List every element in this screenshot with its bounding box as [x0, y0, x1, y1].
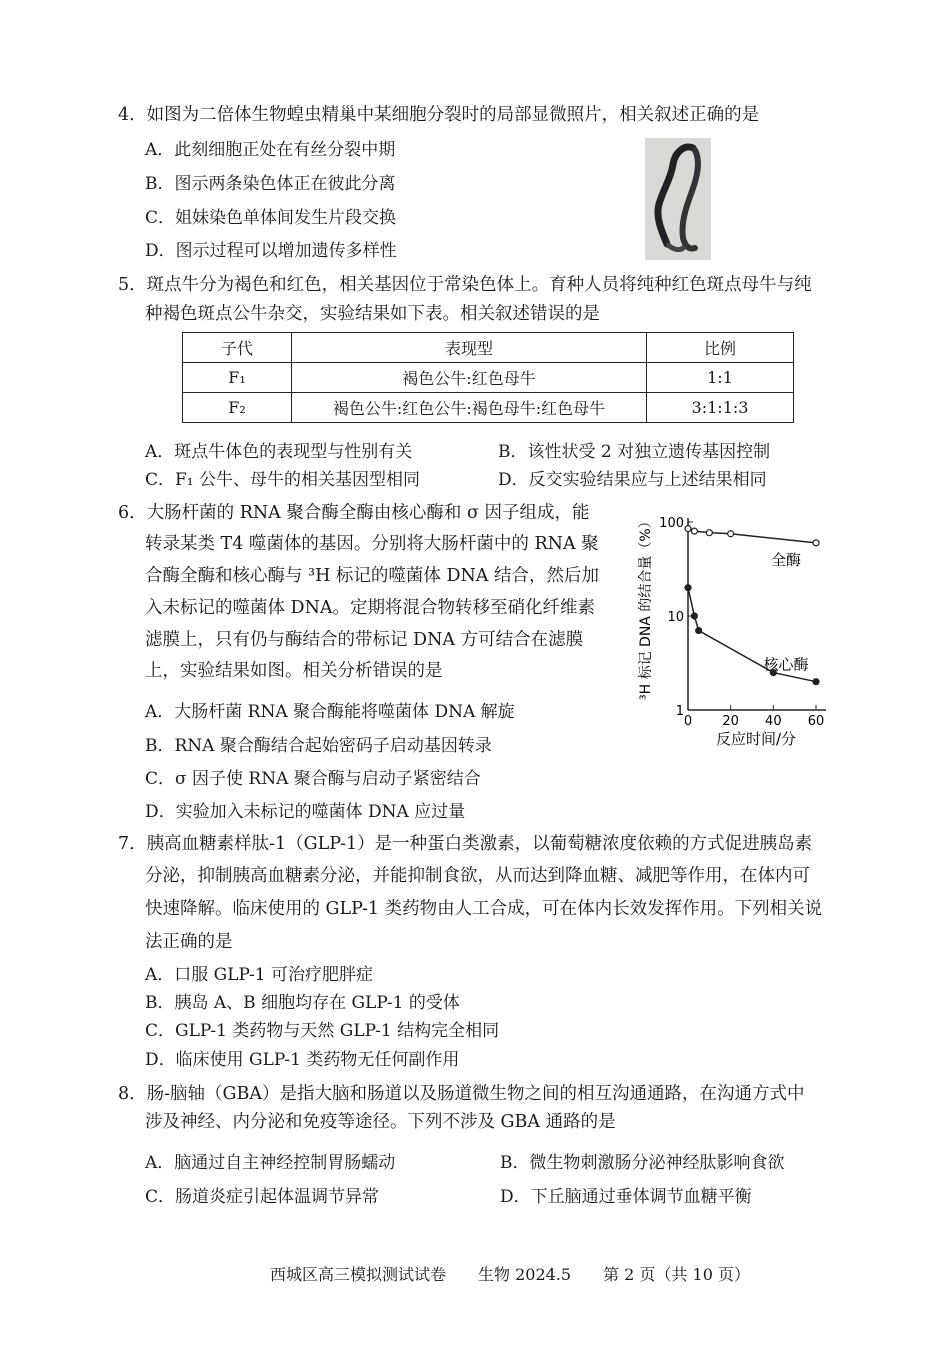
q7-line1: 7．胰高血糖素样肽-1（GLP-1）是一种蛋白类激素，以葡萄糖浓度依赖的方式促进胰岛素: [118, 834, 813, 854]
q6-option-a: A．大肠杆菌 RNA 聚合酶能将噬菌体 DNA 解旋: [145, 702, 515, 722]
x-tick-label: 0: [683, 714, 693, 729]
data-point: [706, 530, 712, 536]
genetics-table: [182, 332, 794, 423]
x-tick-label: 20: [722, 714, 739, 729]
q4-option-b: B．图示两条染色体正在彼此分离: [145, 174, 396, 194]
page-footer: 西城区高三模拟测试试卷 生物 2024.5 第 2 页（共 10 页）: [270, 1265, 750, 1284]
q7-line2: 分泌，抑制胰高血糖素分泌，并能抑制食欲，从而达到降血糖、减肥等作用，在体内可: [145, 866, 810, 886]
q7-option-c: C．GLP-1 类药物与天然 GLP-1 结构完全相同: [145, 1021, 500, 1041]
y-tick-label: 10: [667, 610, 684, 625]
chromosome-micrograph-icon: [645, 138, 711, 260]
q8-option-c: C．肠道炎症引起体温调节异常: [145, 1187, 380, 1207]
q5-stem-line2: 种褐色斑点公牛杂交，实验结果如下表。相关叙述错误的是: [145, 304, 600, 324]
data-point: [691, 613, 697, 619]
q6-line1: 6．大肠杆菌的 RNA 聚合酶全酶由核心酶和 σ 因子组成，能: [118, 503, 590, 523]
q4-stem: 4．如图为二倍体生物蝗虫精巢中某细胞分裂时的局部显微照片，相关叙述正确的是: [118, 105, 760, 125]
series-label: 全酶: [770, 550, 802, 569]
q7-option-b: B．胰岛 A、B 细胞均存在 GLP-1 的受体: [145, 993, 460, 1013]
table-row: [183, 393, 794, 423]
q8-option-a: A．脑通过自主神经控制胃肠蠕动: [145, 1153, 396, 1173]
q4-option-c: C．姐妹染色单体间发生片段交换: [145, 208, 397, 228]
table-cell: 1:1: [647, 363, 794, 393]
table-header: 子代: [183, 333, 292, 363]
table-cell: 褐色公牛:红色母牛: [292, 363, 647, 393]
q8-option-b: B．微生物刺激肠分泌神经肽影响食欲: [500, 1153, 785, 1173]
table-cell: F₁: [183, 363, 292, 393]
table-row: [183, 363, 794, 393]
q6-line5: 滤膜上，只有仍与酶结合的带标记 DNA 方可结合在滤膜: [145, 630, 584, 650]
q4-option-d: D．图示过程可以增加遗传多样性: [145, 241, 397, 261]
table-cell: F₂: [183, 393, 292, 423]
data-point: [728, 531, 734, 537]
x-tick-label: 40: [765, 714, 782, 729]
q6-line3: 合酶全酶和核心酶与 ³H 标记的噬菌体 DNA 结合，然后加: [145, 566, 600, 586]
series-label: 核心酶: [763, 655, 809, 674]
table-cell: 褐色公牛:红色公牛:褐色母牛:红色母牛: [292, 393, 647, 423]
q8-line1: 8．肠-脑轴（GBA）是指大脑和肠道以及肠道微生物之间的相互沟通通路，在沟通方式中: [118, 1084, 805, 1104]
q6-option-d: D．实验加入未标记的噬菌体 DNA 应过量: [145, 802, 466, 822]
q8-option-d: D．下丘脑通过垂体调节血糖平衡: [500, 1187, 752, 1207]
q5-stem-line1: 5．斑点牛分为褐色和红色，相关基因位于常染色体上。育种人员将纯种红色斑点母牛与纯: [118, 275, 812, 295]
table-header: 表现型: [292, 333, 647, 363]
q7-option-a: A．口服 GLP-1 可治疗肥胖症: [145, 965, 374, 985]
data-point: [685, 526, 691, 532]
q5-option-a: A．斑点牛体色的表现型与性别有关: [145, 442, 413, 462]
q4-option-a: A．此刻细胞正处在有丝分裂中期: [145, 140, 396, 160]
q6-line2: 转录某类 T4 噬菌体的基因。分别将大肠杆菌中的 RNA 聚: [145, 534, 599, 554]
binding-chart: [630, 500, 870, 760]
q6-option-c: C．σ 因子使 RNA 聚合酶与启动子紧密结合: [145, 769, 481, 789]
y-axis-label: ³H 标记 DNA 的结合量（%）: [638, 514, 654, 700]
data-point: [685, 585, 691, 591]
q6-option-b: B．RNA 聚合酶结合起始密码子启动基因转录: [145, 736, 492, 756]
data-point: [691, 528, 697, 534]
q7-option-d: D．临床使用 GLP-1 类药物无任何副作用: [145, 1050, 460, 1070]
y-tick-label: 1: [675, 704, 684, 719]
q7-line4: 法正确的是: [145, 932, 233, 952]
data-point: [813, 540, 819, 546]
x-axis-label: 反应时间/分: [715, 730, 797, 748]
q6-line6: 上，实验结果如图。相关分析错误的是: [145, 661, 443, 681]
q5-option-b: B．该性状受 2 对独立遗传基因控制: [498, 442, 771, 462]
q8-line2: 涉及神经、内分泌和免疫等途径。下列不涉及 GBA 通路的是: [145, 1112, 616, 1132]
q5-option-c: C．F₁ 公牛、母牛的相关基因型相同: [145, 470, 421, 490]
x-tick-label: 60: [807, 714, 825, 729]
table-cell: 3:1:1:3: [647, 393, 794, 423]
data-point: [696, 628, 702, 634]
y-tick-label: 100: [659, 516, 684, 531]
q7-line3: 快速降解。临床使用的 GLP-1 类药物由人工合成，可在体内长效发挥作用。下列相关说: [145, 899, 823, 919]
data-point: [813, 679, 819, 685]
table-header-row: [183, 333, 794, 363]
q6-line4: 入未标记的噬菌体 DNA。定期将混合物转移至硝化纤维素: [145, 598, 596, 618]
q5-option-d: D．反交实验结果应与上述结果相同: [498, 470, 767, 490]
table-header: 比例: [647, 333, 794, 363]
